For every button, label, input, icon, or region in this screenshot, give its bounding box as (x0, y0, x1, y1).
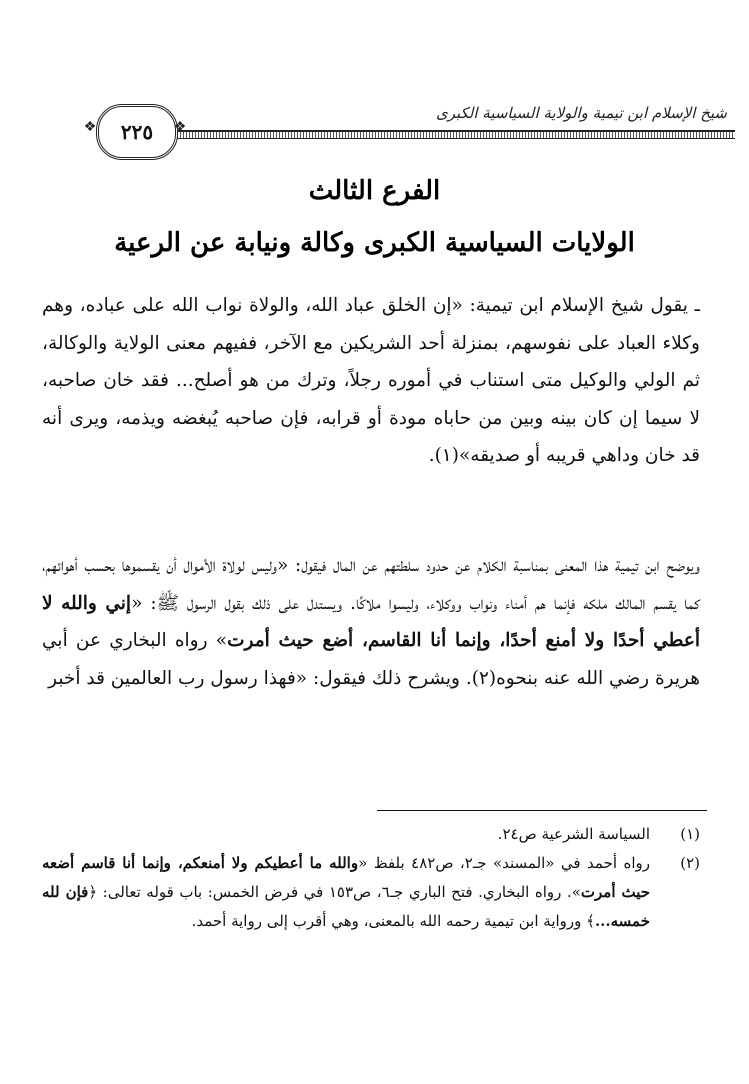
footnote (42, 820, 700, 849)
footnote-text (42, 849, 650, 936)
footnote-number: (٢) (680, 854, 700, 872)
footnote-text-a: السياسة الشرعية ص٢٤. (497, 825, 650, 843)
footnote-divider (377, 810, 707, 811)
ornament-icon: ❖ (83, 119, 97, 135)
header-rule (168, 130, 735, 139)
running-title: شيخ الإسلام ابن تيمية والولاية السياسية الكبرى (435, 104, 727, 122)
paragraph-2 (42, 547, 700, 697)
paragraph-2-text-a: ويوضح ابن تيمية هذا المعنى بمناسبة الكلام عن حدود سلطتهم عن المال فيقول: «وليس لولاة الأموال أن يقسموها بحسب أهوائهم، كما يقسم المالك ملكه فإنما هم أمناء ونواب ووكلاء، وليسوا ملاكًا. ويستدل على ذلك بقول الرسول ﷺ: « (42, 555, 700, 614)
footnote-hadith: والله ما أعطيكم ولا أمنعكم، وإنما أنا قاسم أضعه حيث أمرت (42, 854, 651, 901)
ornament-icon: ❖ (173, 119, 187, 135)
hadith-quote: إني والله لا أعطي أحدًا ولا أمنع أحدًا، وإنما أنا القاسم، أضع حيث أمرت (42, 592, 700, 651)
footnote-text-c: ﴾ ورواية ابن تيمية رحمه الله بالمعنى، وهي أقرب إلى رواية أحمد. (191, 912, 595, 930)
footnote-number: (١) (680, 825, 700, 843)
section-title: الولايات السياسية الكبرى وكالة ونيابة عن الرعية (114, 228, 635, 258)
paragraph-2-text-b: » رواه البخاري عن أبي هريرة رضي الله عنه بنحوه(٢). ويشرح ذلك فيقول: «فهذا رسول رب العالمين قد أخبر (42, 630, 700, 689)
footnote-verse: فإن لله خمسه... (42, 883, 650, 930)
footnote-text-b: ». رواه البخاري. فتح الباري جـ٦، ص١٥٣ في فرض الخمس: باب قوله تعالى: ﴿ (88, 883, 581, 901)
footnote (42, 849, 700, 936)
page-number: ٢٢٥ (96, 104, 178, 160)
footnote-text-a: رواه أحمد في «المسند» جـ٢، ص٤٨٢ بلفظ « (358, 854, 650, 872)
footnotes (42, 820, 700, 936)
paragraph-1: ـ يقول شيخ الإسلام ابن تيمية: «إن الخلق عباد الله، والولاة نواب الله على عباده، وهم وكلاء العباد على نفوسهم، بمنزلة أحد الشريكين مع الآخر، ففيهم معنى الولاية والوكالة، ثم الولي والوكيل متى استناب في أموره رجلاً، وترك من هو أصلح... فقد خان صاحبه، لا سيما إن كان بينه وبين من حاباه مودة أو قرابه، فإن صاحبه يُبغضه ويذمه، ويرى أنه قد خان وداهي قريبه أو صديقه»(١). (42, 295, 700, 466)
footnote-text (42, 820, 650, 849)
section-heading: الفرع الثالث (308, 176, 441, 206)
